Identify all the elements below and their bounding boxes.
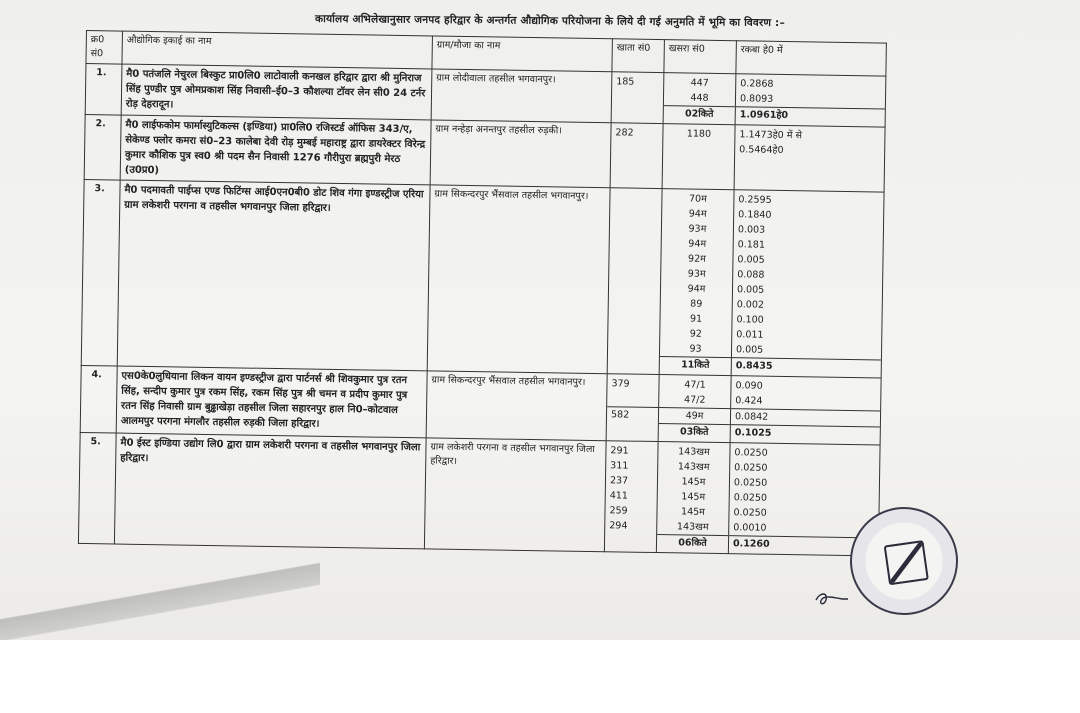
row-khasra-value: 447 xyxy=(690,77,709,89)
row-khasra-value: 94म xyxy=(687,283,706,295)
row-khasra-value: 06किते xyxy=(657,534,728,551)
row-area-value: 0.1260 xyxy=(729,535,878,553)
row-khasra xyxy=(659,189,734,376)
row-khasra-value: 93म xyxy=(688,223,707,235)
row-khata-value: 291 xyxy=(610,445,629,457)
row-khasra-value: 03किते xyxy=(659,423,730,440)
row-area-value: 0.181 xyxy=(737,239,765,251)
row-khasra xyxy=(663,73,736,125)
row-unit-name: मै0 लाईफकोम फार्मास्युटिकल्स (इण्डिया) प्रा0लि0 रजिस्टर्ड ऑफिस 343/ए, सेकेण्ड फ्लोर कमरा सं0–23 कालेबा देवी रोड़ मुम्बई महाराष्ट्र द्वारा डायरेक्टर विरेन्द्र कुमार कौशिक पुत्र स्व0 श्री पदम सैन निवासी 1276 गौरीपुरा ब्रह्मपुरी मेरठ (उ0प्र0) xyxy=(120,115,431,185)
row-area-value: 0.005 xyxy=(737,254,765,266)
page-fold-shadow xyxy=(0,560,320,640)
row-serial: 1. xyxy=(85,64,122,116)
row-khasra xyxy=(656,442,730,554)
row-area-value: 0.005 xyxy=(736,284,765,296)
row-area-value: 0.088 xyxy=(737,269,765,281)
row-khata-value: 282 xyxy=(615,127,634,139)
row-khasra-value: 02किते xyxy=(664,105,735,122)
row-area-value: 0.424 xyxy=(735,395,763,407)
row-khata-value: 294 xyxy=(609,520,628,532)
row-khasra-value: 92 xyxy=(689,328,702,340)
row-khasra-value: 143खम xyxy=(676,521,709,533)
row-area-value: 0.003 xyxy=(737,224,766,236)
row-area-value: 0.0250 xyxy=(733,477,768,489)
row-area-value: 0.8093 xyxy=(739,93,774,105)
row-khasra-value: 47/1 xyxy=(684,379,706,391)
table-row xyxy=(80,365,881,445)
row-khasra-value: 145म xyxy=(681,476,706,488)
row-village: ग्राम लकेशरी परगना व तहसील भगवानपुर जिला हरिद्वार। xyxy=(424,438,606,552)
row-area xyxy=(731,190,884,378)
row-khasra-value: 448 xyxy=(690,92,709,104)
row-khasra-value: 93 xyxy=(689,343,702,355)
table-row xyxy=(81,179,884,378)
row-area-value: 1.0961हे0 xyxy=(736,106,885,124)
row-unit-name: एस0के0लुधियाना लिकन वायन इण्डस्ट्रीज द्वारा पार्टनर्स श्री शिवकुमार पुत्र रतन सिंह, सन्दीप कुमार पुत्र रकम सिंह, रकम सिंह पुत्र श्री चमन व प्रदीप कुमार पुत्र रतन सिंह निवासी ग्राम बुढ्ढाखेड़ा तहसील जिला सहारनपुर हाल नि0–कोटवाल आलमपुर परगना मंगलौर तहसील रुड़की जिला हरिद्वार। xyxy=(116,366,427,438)
signature xyxy=(812,590,852,608)
row-area-value: 0.1025 xyxy=(731,424,880,442)
row-area xyxy=(735,74,886,127)
header-village: ग्राम/मौजा का नाम xyxy=(432,36,612,72)
row-area-value: 0.2868 xyxy=(740,78,774,90)
row-khasra-value: 94म xyxy=(688,238,707,250)
row-khata-value: 185 xyxy=(616,76,635,88)
header-unit: औद्योगिक इकाई का नाम xyxy=(122,31,432,69)
row-area-value: 0.0250 xyxy=(734,462,768,474)
row-serial: 2. xyxy=(84,114,121,180)
header-area: रकबा हे0 में xyxy=(736,41,886,76)
row-area xyxy=(730,376,881,445)
header-khata: खाता सं0 xyxy=(612,39,665,73)
row-khasra-value: 145म xyxy=(680,506,705,518)
row-serial: 5. xyxy=(78,432,116,544)
row-khata-value: 582 xyxy=(607,406,658,423)
row-area-value: 0.090 xyxy=(735,380,763,392)
header-sn: क्र0 सं0 xyxy=(86,31,123,65)
row-khata-value: 411 xyxy=(609,490,628,502)
row-khasra-value: 11किते xyxy=(660,356,731,373)
row-khata-value: 379 xyxy=(611,378,630,390)
row-khasra-value: 143खम xyxy=(677,461,710,473)
row-area xyxy=(734,125,885,192)
row-area-value: 0.0842 xyxy=(731,408,880,426)
row-area-value: 0.002 xyxy=(736,299,765,311)
row-khata-value: 237 xyxy=(609,475,629,487)
row-village: ग्राम सिकन्दरपुर भैंसवाल तहसील भगवानपुर। xyxy=(426,371,607,441)
row-khasra-value: 1180 xyxy=(686,128,712,140)
row-khata xyxy=(606,374,659,442)
row-khasra-value: 94म xyxy=(688,208,707,220)
row-village: ग्राम लोदीवाला तहसील भगवानपुर। xyxy=(431,69,612,123)
land-details-table xyxy=(78,30,887,557)
row-area-value: 1.1473हे0 में से xyxy=(739,129,802,142)
header-khasra: खसरा सं0 xyxy=(664,40,737,74)
row-area-value: 0.1840 xyxy=(738,209,772,221)
row-area-value: 0.5464हे0 xyxy=(739,144,784,156)
row-khata-value xyxy=(611,391,654,407)
row-area-value: 0.8435 xyxy=(732,357,881,375)
row-khasra-value: 70म xyxy=(688,193,707,205)
row-unit-name: मै0 पतंजलि नेचुरल बिस्कुट प्रा0लि0 लाटोवाली कनखल हरिद्वार द्वारा श्री मुनिराज सिंह पुण्डीर पुत्र ओमप्रकाश सिंह निवासी–ई0–3 कौशल्या टॉवर लेन सी0 24 टर्नर रोड़ देहरादून। xyxy=(121,64,432,120)
row-serial: 3. xyxy=(81,179,120,366)
row-area-value: 0.0250 xyxy=(734,447,768,459)
row-khasra xyxy=(662,124,735,190)
row-area-value: 0.0250 xyxy=(733,492,768,504)
row-serial: 4. xyxy=(80,365,117,433)
row-khata xyxy=(604,441,658,553)
row-khata xyxy=(610,123,663,189)
row-khasra-value: 47/2 xyxy=(684,394,706,406)
row-khasra-value: 93म xyxy=(687,268,706,280)
row-khasra-value: 91 xyxy=(689,313,703,325)
row-khasra xyxy=(658,375,731,443)
row-khasra-value: 92म xyxy=(688,253,706,265)
table-row xyxy=(78,432,880,556)
row-khasra-value: 145म xyxy=(681,491,706,503)
row-village: ग्राम सिकन्दरपुर भैंसवाल तहसील भगवानपुर। xyxy=(427,185,610,374)
row-khasra-value: 89 xyxy=(690,298,703,310)
row-khata xyxy=(607,188,662,375)
land-details-sheet xyxy=(78,30,886,557)
row-area-value: 0.005 xyxy=(735,344,764,356)
row-village: ग्राम नन्हेड़ा अनन्तपुर तहसील रुड़की। xyxy=(430,120,611,188)
row-khata-value: 259 xyxy=(609,505,628,517)
row-khata xyxy=(611,72,664,124)
row-unit-name: मै0 ईस्ट इण्डिया उद्योग लि0 द्वारा ग्राम लकेशरी परगना व तहसील भगवानपुर जिला हरिद्वार। xyxy=(114,433,426,549)
row-area-value: 0.2595 xyxy=(738,194,772,206)
row-khata-value: 311 xyxy=(610,460,629,472)
row-area-value: 0.011 xyxy=(736,329,764,341)
row-area-value: 0.100 xyxy=(736,314,764,326)
row-khasra-value: 143खम xyxy=(678,446,710,458)
seal-emblem-icon xyxy=(884,540,929,585)
row-khasra-value: 49म xyxy=(659,407,730,424)
row-area-value: 0.0250 xyxy=(733,507,767,519)
row-unit-name: मै0 पदमावती पाईप्स एण्ड फिटिंग्स आई0एन0बी0 डोट शिव गंगा इण्डस्ट्रीज एरिया ग्राम लकेशरी परगना व तहसील भगवानपुर जिला हरिद्वार। xyxy=(117,180,430,371)
row-area-value: 0.0010 xyxy=(733,522,767,534)
document-title: कार्यालय अभिलेखानुसार जनपद हरिद्वार के अन्तर्गत औद्योगिक परियोजना के लिये दी गई अनुमति में भूमि का विवरण :– xyxy=(315,12,785,30)
